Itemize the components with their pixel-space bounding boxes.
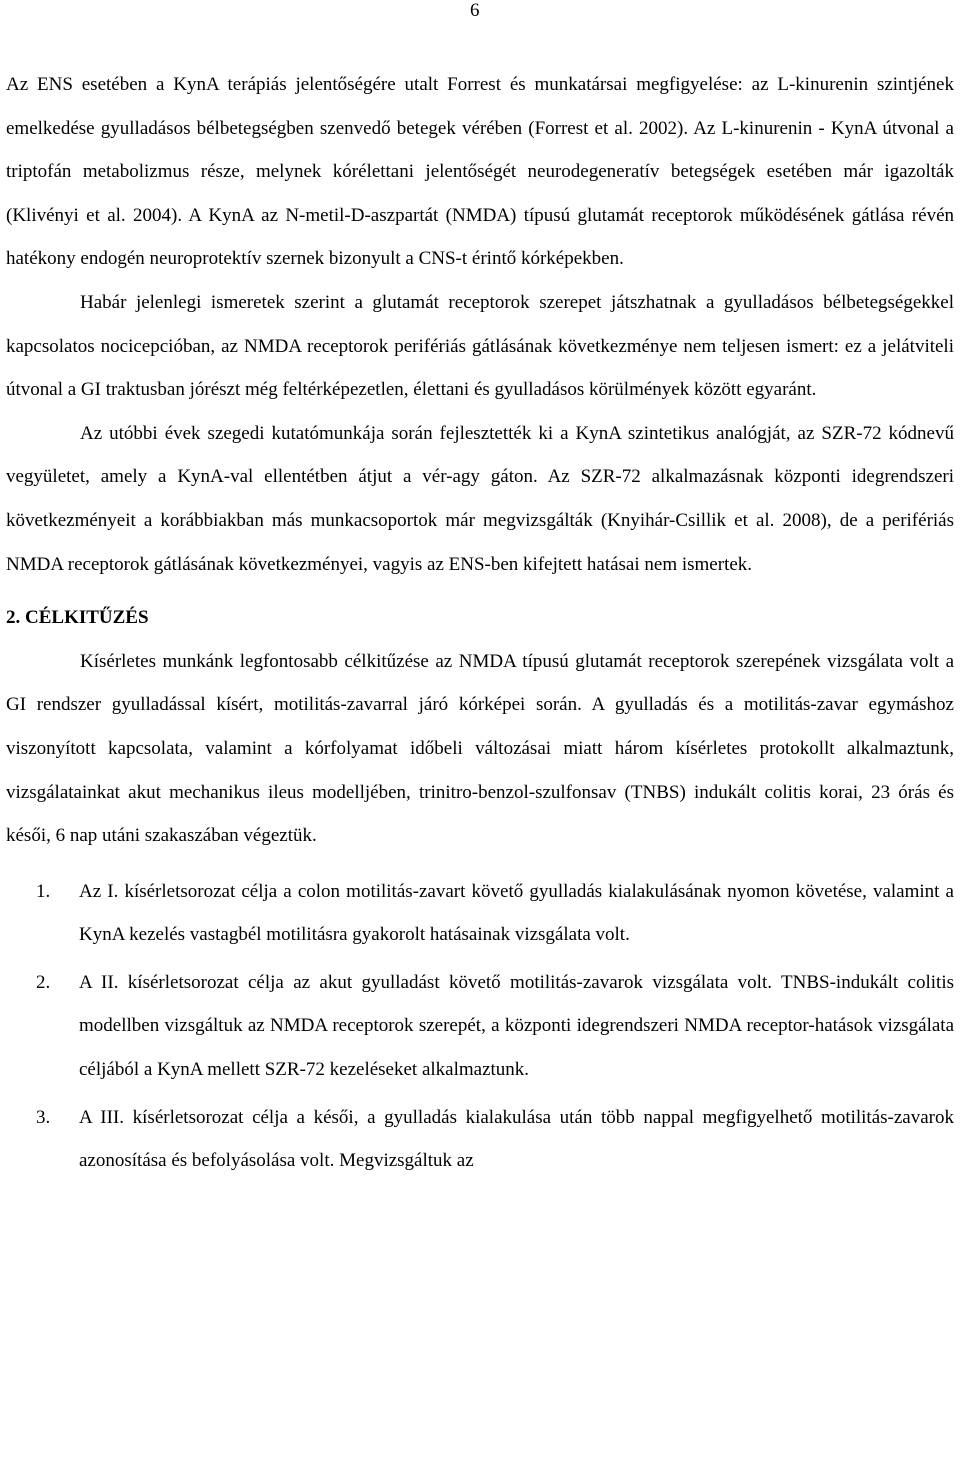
paragraph-szr72: Az utóbbi évek szegedi kutatómunkája során fejlesztették ki a KynA szintetikus analógját, az SZR-72 kódnevű vegyületet, amely a KynA-val ellentétben átjut a vér-agy gáton. Az SZR-72 alkalmazásnak központi idegrendszeri következményeit a korábbiakban más munkacsoportok már megvizsgálták (Knyihár-Csillik et al. 2008), de a perifériás NMDA receptorok gátlásának következményei, vagyis az ENS-ben kifejtett hatásai nem ismertek.: [6, 422, 954, 575]
list-item: [6, 870, 954, 957]
section-heading-objectives: 2. CÉLKITŰZÉS: [6, 607, 149, 629]
experiment-list: [6, 870, 954, 1183]
list-item-text: A II. kísérletsorozat célja az akut gyulladást követő motilitás-zavarok vizsgálata volt. TNBS-indukált colitis modellben vizsgáltuk az NMDA receptorok szerepét, a központi idegrendszeri NMDA receptor-hatások vizsgálata céljából a KynA mellett SZR-72 kezeléseket alkalmaztunk.: [79, 971, 954, 1081]
page-number: 6: [470, 0, 480, 21]
list-item-text: A III. kísérletsorozat célja a késői, a gyulladás kialakulása után több nappal megfigyelhető motilitás-zavarok azonosítása és befolyásolása volt. Megvizsgáltuk az: [79, 1106, 954, 1172]
document-body: [6, 63, 954, 1187]
paragraph-glutamate-receptors: Habár jelenlegi ismeretek szerint a glutamát receptorok szerepet játszhatnak a gyulladásos bélbetegségekkel kapcsolatos nocicepcióban, az NMDA receptorok perifériás gátlásának következménye nem teljesen ismert: ez a jelátviteli útvonal a GI traktusban jórészt még feltérképezetlen, élettani és gyulladásos körülmények között egyaránt.: [6, 291, 954, 401]
paragraph-objectives-intro: Kísérletes munkánk legfontosabb célkitűzése az NMDA típusú glutamát receptorok szerepének vizsgálata volt a GI rendszer gyulladással kísért, motilitás-zavarral járó kórképei során. A gyulladás és a motilitás-zavar egymáshoz viszonyított kapcsolata, valamint a kórfolyamat időbeli változásai miatt három kísérletes protokollt alkalmaztunk, vizsgálatainkat akut mechanikus ileus modelljében, trinitro-benzol-szulfonsav (TNBS) indukált colitis korai, 23 órás és késői, 6 nap utáni szakaszában végeztük.: [6, 650, 954, 847]
paragraph-kyna-therapeutic-significance: Az ENS esetében a KynA terápiás jelentőségére utalt Forrest és munkatársai megfigyelése: az L-kinurenin szintjének emelkedése gyulladásos bélbetegségben szenvedő betegek vérében (Forrest et al. 2002). Az L-kinurenin - KynA útvonal a triptofán metabolizmus része, melynek kórélettani jelentőségét neurodegeneratív betegségek esetében már igazolták (Klivényi et al. 2004). A KynA az N-metil-D-aszpartát (NMDA) típusú glutamát receptorok működésének gátlása révén hatékony endogén neuroprotektív szernek bizonyult a CNS-t érintő kórképekben.: [6, 74, 954, 270]
list-item: [6, 961, 954, 1092]
list-item: [6, 1096, 954, 1183]
list-item-number: 1.: [36, 880, 51, 902]
list-item-number: 2.: [36, 971, 51, 993]
list-item-number: 3.: [36, 1106, 51, 1128]
list-item-text: Az I. kísérletsorozat célja a colon motilitás-zavart követő gyulladás kialakulásának nyomon követése, valamint a KynA kezelés vastagbél motilitásra gyakorolt hatásainak vizsgálata volt.: [79, 880, 954, 946]
